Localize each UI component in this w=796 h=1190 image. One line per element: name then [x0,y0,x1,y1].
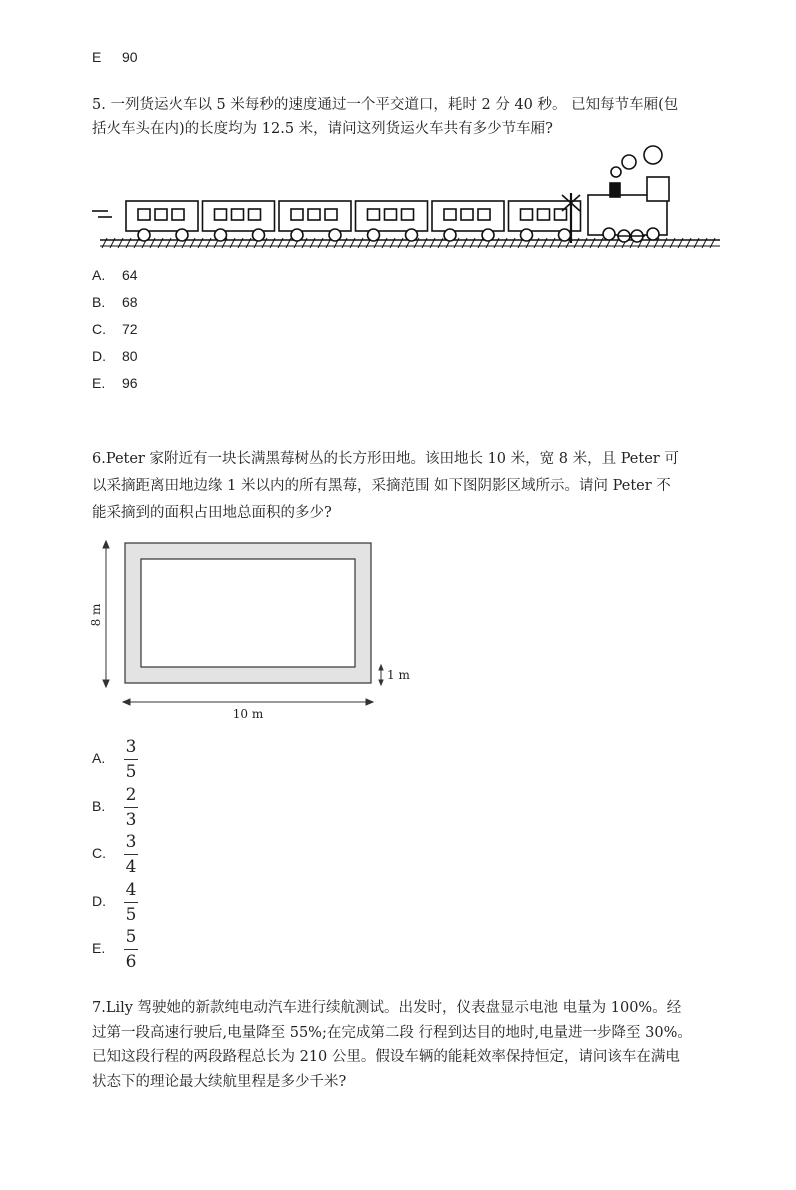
option-label: C. [92,321,106,337]
border-label: 1 m [387,668,410,682]
option-value: 80 [122,348,138,364]
option-label: E. [92,375,106,391]
width-arrow [123,699,373,705]
fraction-denominator: 4 [125,857,137,877]
fraction-numerator: 3 [125,737,137,757]
train-car-icon [203,201,275,241]
question-7-line-4: 状态下的理论最大续航里程是多少千米? [92,1073,347,1090]
fraction [124,927,138,972]
question-5-option [92,321,138,337]
field-diagram [88,535,418,725]
locomotive-icon [588,146,669,242]
train-car-icon [509,201,581,241]
option-value: 96 [122,375,138,391]
option-label: E [92,49,102,65]
option-value: 72 [122,321,138,337]
option-label: D. [92,348,106,364]
option-label: B. [92,797,106,814]
fraction-bar [124,902,138,903]
question-7-line-1: 7.Lily 驾驶她的新款纯电动汽车进行续航测试。出发时，仪表盘显示电池 电量为 100%。经 [92,1000,682,1016]
option-value: 90 [122,49,138,65]
fraction [124,737,138,782]
height-arrow [103,541,109,687]
fraction-denominator: 6 [125,952,137,972]
question-6-line-2: 以采摘距离田地边缘 1 米以内的所有黑莓，采摘范围 如下图阴影区域所示。请问 Peter 不 [92,478,671,494]
option-value: 64 [122,267,138,283]
question-5-option [92,267,138,283]
option-label: D. [92,892,106,909]
option-label: B. [92,294,106,310]
option-label: A. [92,750,106,766]
option-value: 68 [122,294,138,310]
question-6-text [92,446,732,527]
question-7-line-2: 过第一段高速行驶后,电量降至 55%;在完成第二段 行程到达目的地时,电量进一步降至 30%。 [92,1024,692,1041]
fraction-bar [124,807,138,808]
fraction-bar [124,759,138,760]
fraction-bar [124,949,138,950]
option-label: A. [92,267,106,283]
question-5-line-2: 括火车头在内)的长度均为 12.5 米，请问这列货运火车共有多少节车厢? [92,121,553,137]
option-label: E. [92,940,106,956]
train-car-icon [356,201,428,241]
question-5-option [92,348,138,364]
question-7-text [92,996,732,1094]
question-7-line-3: 已知这段行程的两段路程总长为 210 公里。假设车辆的能耗效率保持恒定，请问该车在满电 [92,1049,680,1065]
border-arrow [379,665,383,685]
train-car-icon [432,201,504,241]
option-label: C. [92,845,106,861]
fraction-numerator: 5 [125,927,137,947]
width-label: 10 m [232,707,264,721]
question-6-line-3: 能采摘到的面积占田地总面积的多少? [92,505,332,521]
fraction-bar [124,854,138,855]
fraction [124,832,138,877]
fraction [124,880,138,925]
fraction-denominator: 5 [125,904,137,925]
train-car-icon [279,201,351,241]
fraction-numerator: 3 [125,832,137,852]
fraction [124,785,138,830]
question-5-text [92,93,732,141]
fraction-denominator: 3 [125,809,137,830]
fraction-denominator: 5 [125,762,137,782]
field-inner-rect [141,559,355,667]
fraction-numerator: 4 [125,879,137,900]
question-5-line-1: 5. 一列货运火车以 5 米每秒的速度通过一个平交道口，耗时 2 分 40 秒。 已知每节车厢(包 [92,97,679,113]
question-6-line-1: 6.Peter 家附近有一块长满黑莓树丛的长方形田地。该田地长 10 米，宽 8 米，且 Peter 可 [92,451,679,467]
prev-question-option-e [92,49,138,65]
height-label: 8 m [89,603,103,627]
train-car-icon [126,201,198,241]
question-5-option [92,375,138,391]
train-illustration [88,145,728,260]
question-5-option [92,294,138,310]
fraction-numerator: 2 [125,784,137,805]
